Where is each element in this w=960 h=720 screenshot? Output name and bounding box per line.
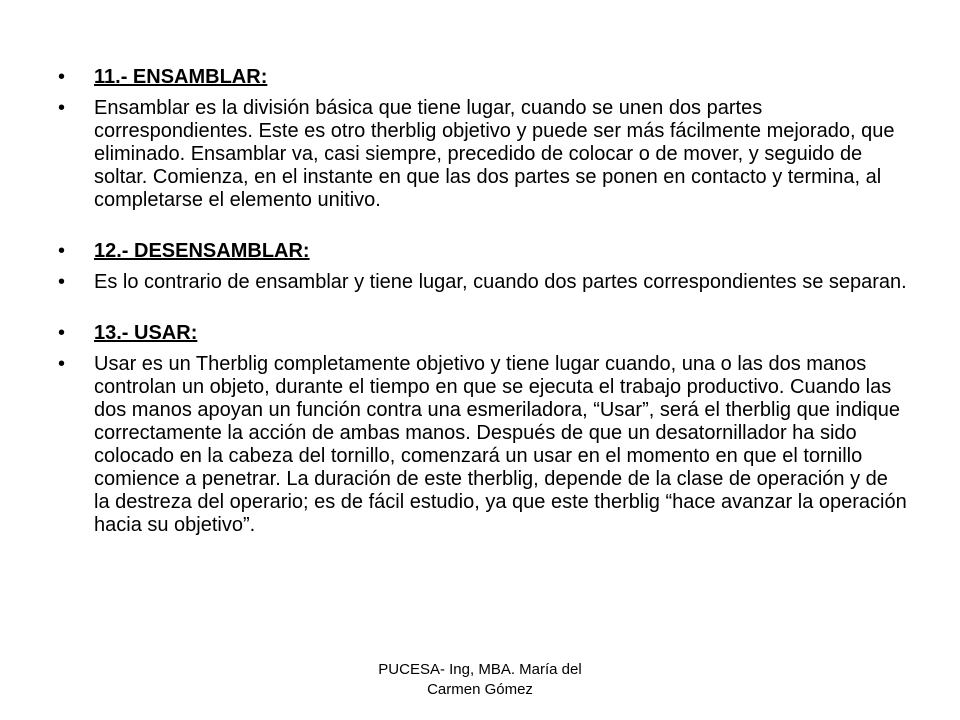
footer-line-1: PUCESA- Ing, MBA. María del [378,661,582,678]
footer-line-2: Carmen Gómez [427,681,533,698]
section-body-ensamblar [58,97,908,212]
bullet-icon: • [58,240,66,262]
section-heading-desensamblar [58,240,908,263]
heading-text: 12.- DESENSAMBLAR: [94,240,310,262]
body-text: Es lo contrario de ensamblar y tiene lugar, cuando dos partes correspondientes se separan. [94,271,907,293]
bullet-icon: • [58,353,66,375]
bullet-icon: • [58,271,66,293]
body-text: Usar es un Therblig completamente objetivo y tiene lugar cuando, una o las dos manos controlan un objeto, durante el tiempo en que se ejecuta el trabajo productivo. Cuando las dos manos apoyan un función contra una esmeriladora, “Usar”, será el therblig que indique correctamente la acción de ambas manos. Después de que un desatornillador ha sido colocado en la cabeza del tornillo, comenzará un usar en el momento en que el tornillo comience a penetrar. La duración de este therblig, depende de la clase de operación y de la destreza del operario; es de fácil estudio, ya que este therblig “hace avanzar la operación hacia su objetivo”. [94,353,907,536]
footer [330,660,630,700]
bullet-icon: • [58,322,66,344]
section-body-desensamblar [58,271,908,294]
section-heading-usar [58,322,908,345]
heading-text: 13.- USAR: [94,322,198,344]
bullet-icon: • [58,66,66,88]
section-body-usar [58,353,908,537]
slide-content [58,66,908,537]
bullet-icon: • [58,97,66,119]
section-heading-ensamblar [58,66,908,89]
heading-text: 11.- ENSAMBLAR: [94,66,268,88]
body-text: Ensamblar es la división básica que tiene lugar, cuando se unen dos partes correspondientes. Este es otro therblig objetivo y puede ser más fácilmente mejorado, que eliminado. Ensamblar va, casi siempre, precedido de colocar o de mover, y seguido de soltar. Comienza, en el instante en que las dos partes se ponen en contacto y termina, al completarse el elemento unitivo. [94,97,895,211]
